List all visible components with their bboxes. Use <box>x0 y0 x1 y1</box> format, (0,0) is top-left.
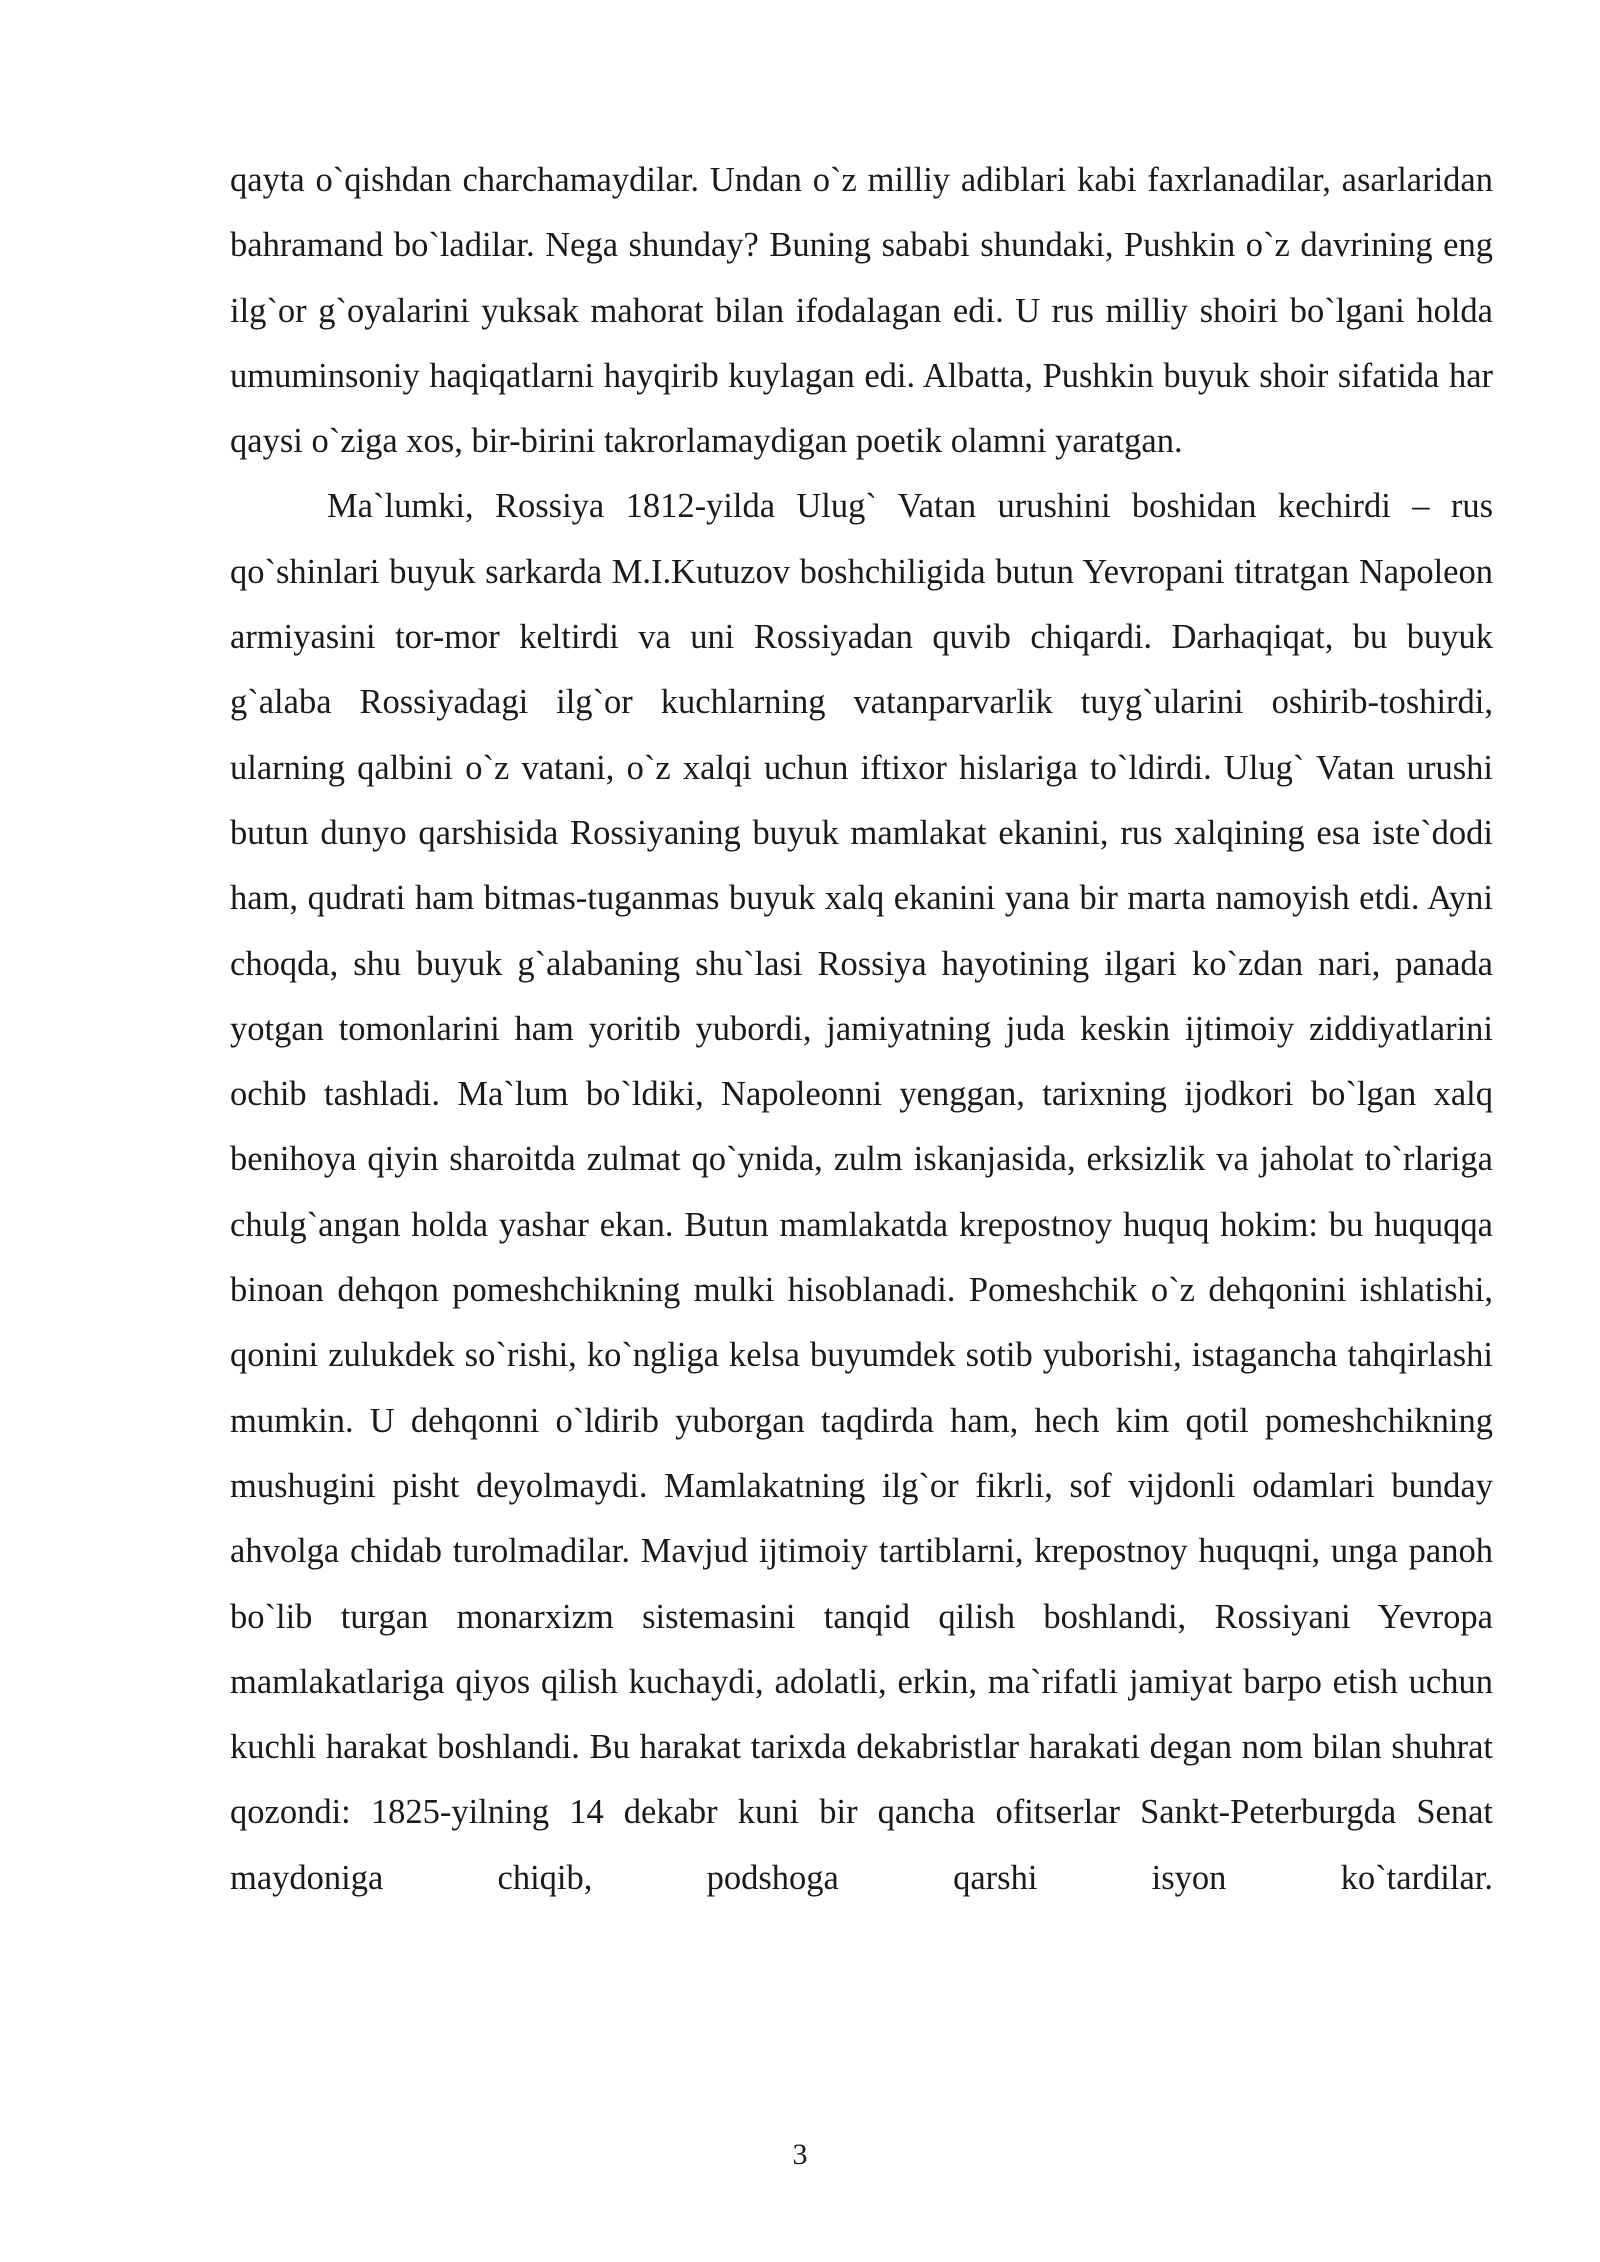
body-text <box>230 148 1493 1911</box>
paragraph-continuation: qayta o`qishdan charchamaydilar. Undan o`z milliy adiblari kabi faxrlanadilar, asarlaridan bahramand bo`ladilar. Nega shunday? Buning sababi shundaki, Pushkin o`z davrining eng ilg`or g`oyalarini yuksak mahorat bilan ifodalagan edi. U rus milliy shoiri bo`lgani holda umuminsoniy haqiqatlarni hayqirib kuylagan edi. Albatta, Pushkin buyuk shoir sifatida har qaysi o`ziga xos, bir-birini takrorlamaydigan poetik olamni yaratgan. <box>230 161 1493 461</box>
paragraph-dekabristlar: Ma`lumki, Rossiya 1812-yilda Ulug` Vatan urushini boshidan kechirdi – rus qo`shinlari buyuk sarkarda M.I.Kutuzov boshchiligida butun Yevropani titratgan Napoleon armiyasini tor-mor keltirdi va uni Rossiyadan quvib chiqardi. Darhaqiqat, bu buyuk g`alaba Rossiyadagi ilg`or kuchlarning vatanparvarlik tuyg`ularini oshirib-toshirdi, ularning qalbini o`z vatani, o`z xalqi uchun iftixor hislariga to`ldirdi. Ulug` Vatan urushi butun dunyo qarshisida Rossiyaning buyuk mamlakat ekanini, rus xalqining esa iste`dodi ham, qudrati ham bitmas-tuganmas buyuk xalq ekanini yana bir marta namoyish etdi. Ayni choqda, shu buyuk g`alabaning shu`lasi Rossiya hayotining ilgari ko`zdan nari, panada yotgan tomonlarini ham yoritib yubordi, jamiyatning juda keskin ijtimoiy ziddiyatlarini ochib tashladi. Ma`lum bo`ldiki, Napoleonni yenggan, tarixning ijodkori bo`lgan xalq benihoya qiyin sharoitda zulmat qo`ynida, zulm iskanjasida, erksizlik va jaholat to`rlariga chulg`angan holda yashar ekan. Butun mamlakatda krepostnoy huquq hokim: bu huquqqa binoan dehqon pomeshchikning mulki hisoblanadi. Pomeshchik o`z dehqonini ishlatishi, qonini zulukdek so`rishi, ko`ngliga kelsa buyumdek sotib yuborishi, istagancha tahqirlashi mumkin. U dehqonni o`ldirib yuborgan taqdirda ham, hech kim qotil pomeshchikning mushugini pisht deyolmaydi. Mamlakatning ilg`or fikrli, sof vijdonli odamlari bunday ahvolga chidab turolmadilar. Mavjud ijtimoiy tartiblarni, krepostnoy huquqni, unga panoh bo`lib turgan monarxizm sistemasini tanqid qilish boshlandi, Rossiyani Yevropa mamlakatlariga qiyos qilish kuchaydi, adolatli, erkin, ma`rifatli jamiyat barpo etish uchun kuchli harakat boshlandi. Bu harakat tarixda dekabristlar harakati degan nom bilan shuhrat qozondi: 1825-yilning 14 dekabr kuni bir qancha ofitserlar Sankt-Peterburgda Senat maydoniga chiqib, podshoga qarshi isyon ko`tardilar. <box>230 487 1493 1897</box>
page-number: 3 <box>792 2138 808 2171</box>
